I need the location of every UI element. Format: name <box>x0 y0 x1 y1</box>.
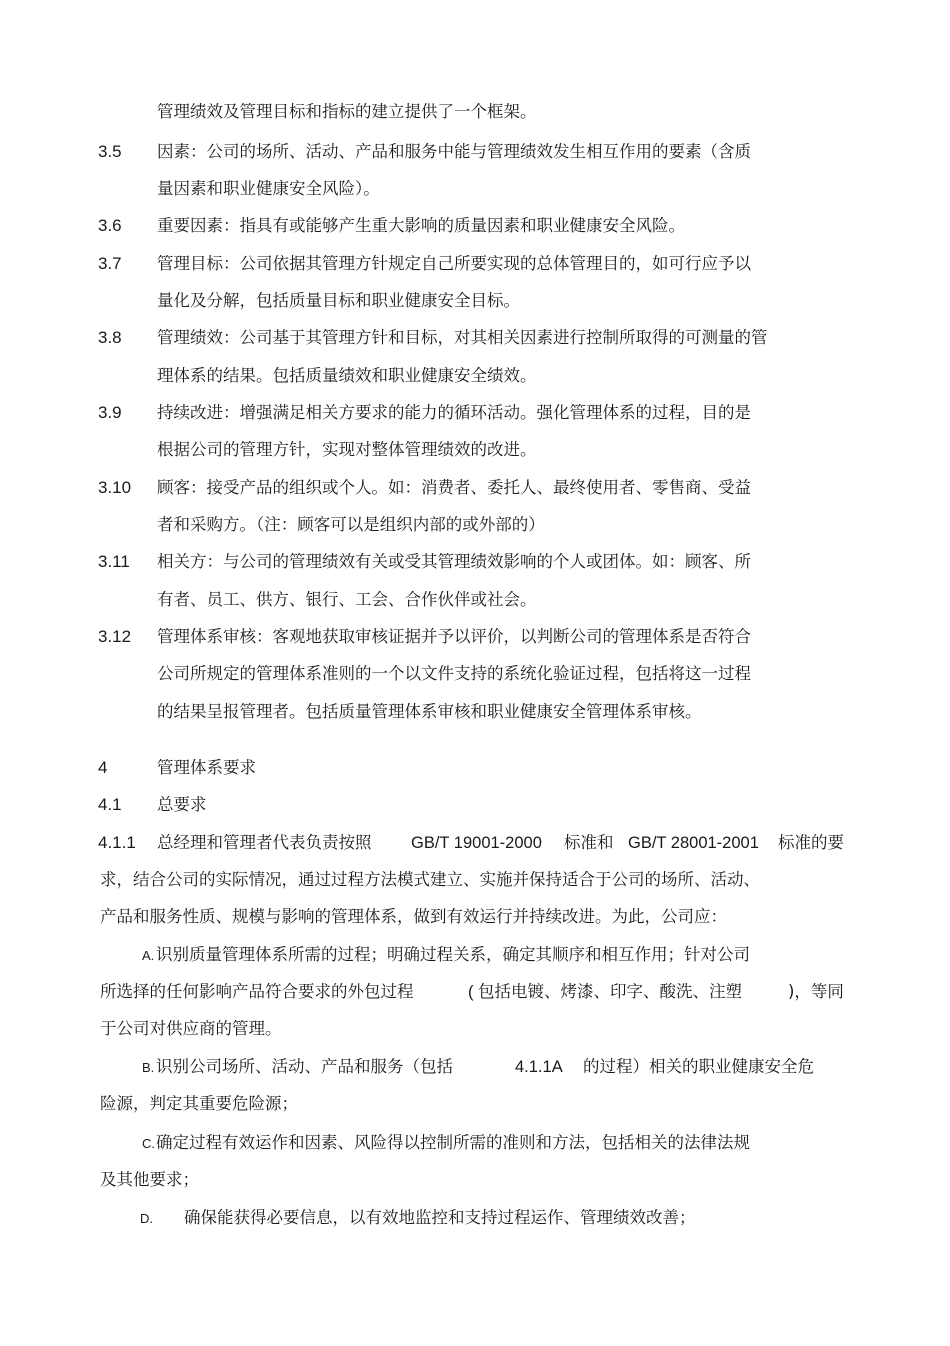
section-heading: 管理体系要求 <box>157 758 256 777</box>
clause-number: 3.9 <box>98 403 122 422</box>
clause-number: 3.7 <box>98 254 122 273</box>
section-number: 4 <box>98 758 108 777</box>
text-line: 公司所规定的管理体系准则的一个以文件支持的系统化验证过程，包括将这一过程 <box>157 664 751 683</box>
text-line: 重要因素：指具有或能够产生重大影响的质量因素和职业健康安全风险。 <box>157 216 685 235</box>
clause-number: 3.6 <box>98 216 122 235</box>
text-line: 量因素和职业健康安全风险）。 <box>157 179 380 198</box>
text-line: 相关方：与公司的管理绩效有关或受其管理绩效影响的个人或团体。如：顾客、所 <box>157 552 751 571</box>
text-line: 求，结合公司的实际情况，通过过程方法模式建立、实施并保持适合于公司的场所、活动、 <box>100 870 760 889</box>
item-marker: B. <box>142 1060 155 1075</box>
text-line: 有者、员工、供方、银行、工会、合作伙伴或社会。 <box>157 590 537 609</box>
clause-number: 3.12 <box>98 627 132 646</box>
text-line: 确保能获得必要信息，以有效地监控和支持过程运作、管理绩效改善； <box>184 1208 696 1227</box>
text-line: 者和采购方。（注：顾客可以是组织内部的或外部的） <box>157 515 545 534</box>
text-line: 的结果呈报管理者。包括质量管理体系审核和职业健康安全管理体系审核。 <box>157 702 702 721</box>
text-line: 管理绩效：公司基于其管理方针和目标，对其相关因素进行控制所取得的可测量的管 <box>157 328 768 347</box>
item-marker: A. <box>142 948 155 963</box>
text-line: 根据公司的管理方针，实现对整体管理绩效的改进。 <box>157 440 537 459</box>
text-line: 顾客：接受产品的组织或个人。如：消费者、委托人、最终使用者、零售商、受益 <box>157 478 751 497</box>
section-heading: 总要求 <box>157 795 207 814</box>
text-line: 及其他要求； <box>100 1170 199 1189</box>
text-line: 确定过程有效运作和因素、风险得以控制所需的准则和方法，包括相关的法律法规 <box>156 1133 750 1152</box>
text-line: 于公司对供应商的管理。 <box>100 1019 282 1038</box>
clause-number: 3.10 <box>98 478 132 497</box>
item-marker: D. <box>140 1211 153 1226</box>
text-line: 总经理和管理者代表负责按照 <box>157 833 372 852</box>
item-marker: C. <box>142 1136 155 1151</box>
text-line: 量化及分解，包括质量目标和职业健康安全目标。 <box>157 291 520 310</box>
text-line: 因素：公司的场所、活动、产品和服务中能与管理绩效发生相互作用的要素（含质 <box>157 142 751 161</box>
clause-number: 3.8 <box>98 328 122 347</box>
standard-code: GB/T 28001-2001 <box>628 834 759 852</box>
clause-number: 3.5 <box>98 142 122 161</box>
standard-code: GB/T 19001-2000 <box>411 834 542 852</box>
text-line: 管理绩效及管理目标和指标的建立提供了一个框架。 <box>157 102 537 121</box>
text-line: 的过程）相关的职业健康安全危 <box>583 1057 814 1076</box>
text-line: 持续改进：增强满足相关方要求的能力的循环活动。强化管理体系的过程，目的是 <box>157 403 751 422</box>
clause-number: 3.11 <box>98 552 130 571</box>
text-line: ( <box>468 983 474 1001</box>
text-line: 识别公司场所、活动、产品和服务（包括 <box>156 1057 453 1076</box>
clause-number: 4.1.1 <box>98 833 136 852</box>
clause-reference: 4.1.1A <box>515 1058 563 1076</box>
text-line: )，等同 <box>788 982 844 1001</box>
text-line: 识别质量管理体系所需的过程；明确过程关系，确定其顺序和相互作用；针对公司 <box>156 945 750 964</box>
text-line: 标准和 <box>564 833 614 852</box>
text-line: 产品和服务性质、规模与影响的管理体系，做到有效运行并持续改进。为此，公司应： <box>100 907 727 926</box>
text-line: 所选择的任何影响产品符合要求的外包过程 <box>100 982 414 1001</box>
text-line: 标准的要 <box>778 833 844 852</box>
section-number: 4.1 <box>98 795 122 814</box>
text-line: 险源，判定其重要危险源； <box>100 1094 298 1113</box>
text-line: 包括电镀、烤漆、印字、酸洗、注塑 <box>478 982 742 1001</box>
text-line: 管理体系审核：客观地获取审核证据并予以评价，以判断公司的管理体系是否符合 <box>157 627 751 646</box>
text-line: 管理目标：公司依据其管理方针规定自己所要实现的总体管理目的，如可行应予以 <box>157 254 751 273</box>
text-line: 理体系的结果。包括质量绩效和职业健康安全绩效。 <box>157 366 537 385</box>
